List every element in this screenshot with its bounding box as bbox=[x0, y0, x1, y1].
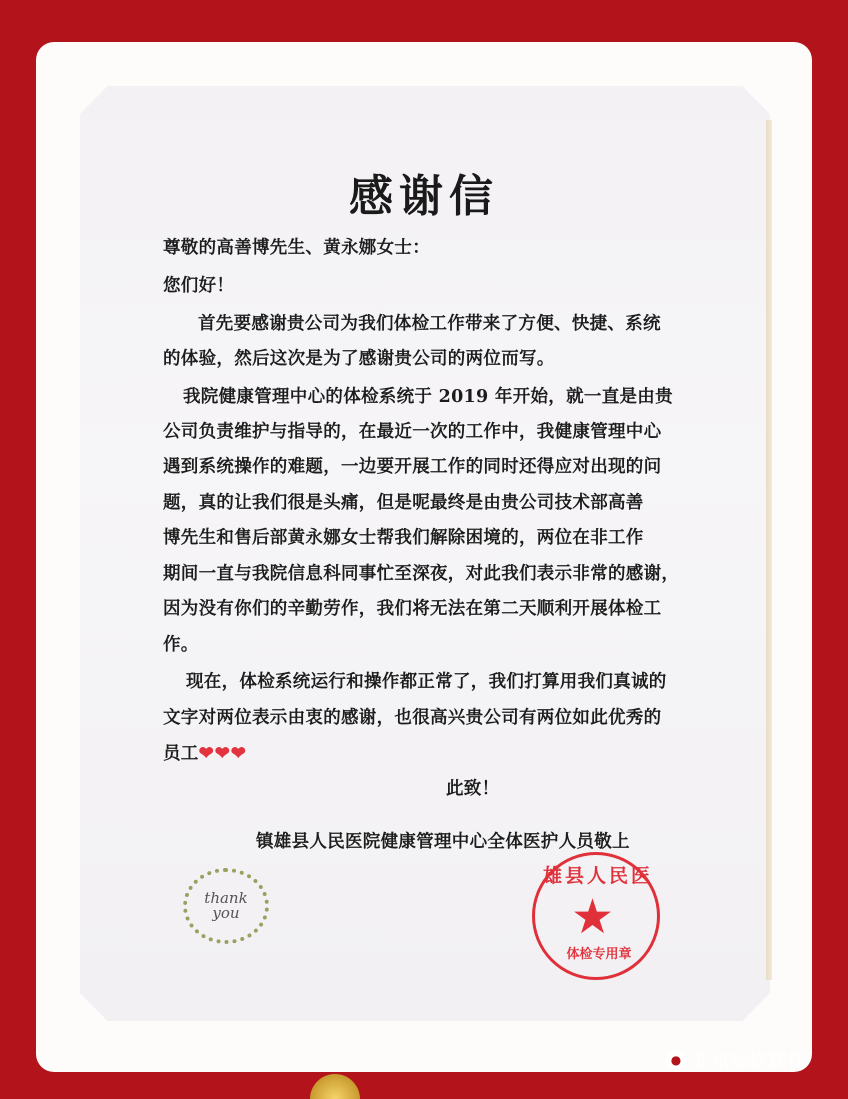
para2-line-7: 因为没有你们的辛勤劳作，我们将无法在第二天顺利开展体检工 bbox=[163, 599, 662, 619]
watermark bbox=[666, 1046, 806, 1073]
hospital-seal bbox=[532, 852, 660, 980]
para2-line-3: 遇到系统操作的难题，一边要开展工作的同时还得应对出现的问 bbox=[163, 457, 662, 477]
thank-you-stamp bbox=[183, 868, 269, 944]
para3-line-3-text: 员工 bbox=[163, 744, 199, 764]
medal-icon bbox=[310, 1074, 360, 1099]
hearts-icon: ❤❤❤ bbox=[198, 743, 247, 764]
para2-line-5: 博先生和售后部黄永娜女士帮我们解除困境的，两位在非工作 bbox=[163, 528, 644, 548]
para1-line-1: 首先要感谢贵公司为我们体检工作带来了方便、快捷、系统 bbox=[198, 314, 661, 334]
wechat-icon: ● bbox=[666, 1050, 686, 1070]
para3-line-2: 文字对两位表示由衷的感谢，也很高兴贵公司有两位如此优秀的 bbox=[163, 708, 662, 728]
para2-line-6: 期间一直与我院信息科同事忙至深夜，对此我们表示非常的感谢， bbox=[163, 564, 680, 584]
paper-edge bbox=[766, 120, 772, 980]
salutation: 您们好！ bbox=[163, 276, 235, 296]
letter-paper bbox=[80, 86, 770, 1021]
para1-line-2: 的体验，然后这次是为了感谢贵公司的两位而写。 bbox=[163, 349, 555, 369]
seal-bottom-text: 体检专用章 bbox=[566, 947, 632, 962]
para2-line-8: 作。 bbox=[163, 635, 199, 655]
para2-line-2: 公司负责维护与指导的，在最近一次的工作中，我健康管理中心 bbox=[163, 422, 662, 442]
greeting: 尊敬的高善博先生、黄永娜女士： bbox=[163, 238, 430, 258]
thank-you-line-2: you bbox=[212, 904, 240, 922]
para2-line-1: 我院健康管理中心的体检系统于 2019 年开始，就一直是由贵 bbox=[183, 387, 673, 407]
para3-line-1: 现在，体检系统运行和操作都正常了，我们打算用我们真诚的 bbox=[186, 672, 667, 692]
thank-you-line-1: thank bbox=[204, 889, 248, 907]
watermark-text: 北京标软软件 bbox=[692, 1050, 807, 1072]
star-icon: ★ bbox=[571, 889, 615, 945]
closing: 此致！ bbox=[446, 779, 500, 799]
letter-title: 感谢信 bbox=[349, 171, 499, 222]
para3-line-3 bbox=[163, 740, 247, 765]
seal-top-text: 雄县人民医 bbox=[543, 865, 654, 887]
para2-line-4: 题，真的让我们很是头痛，但是呢最终是由贵公司技术部高善 bbox=[163, 493, 644, 513]
signature: 镇雄县人民医院健康管理中心全体医护人员敬上 bbox=[256, 832, 630, 852]
